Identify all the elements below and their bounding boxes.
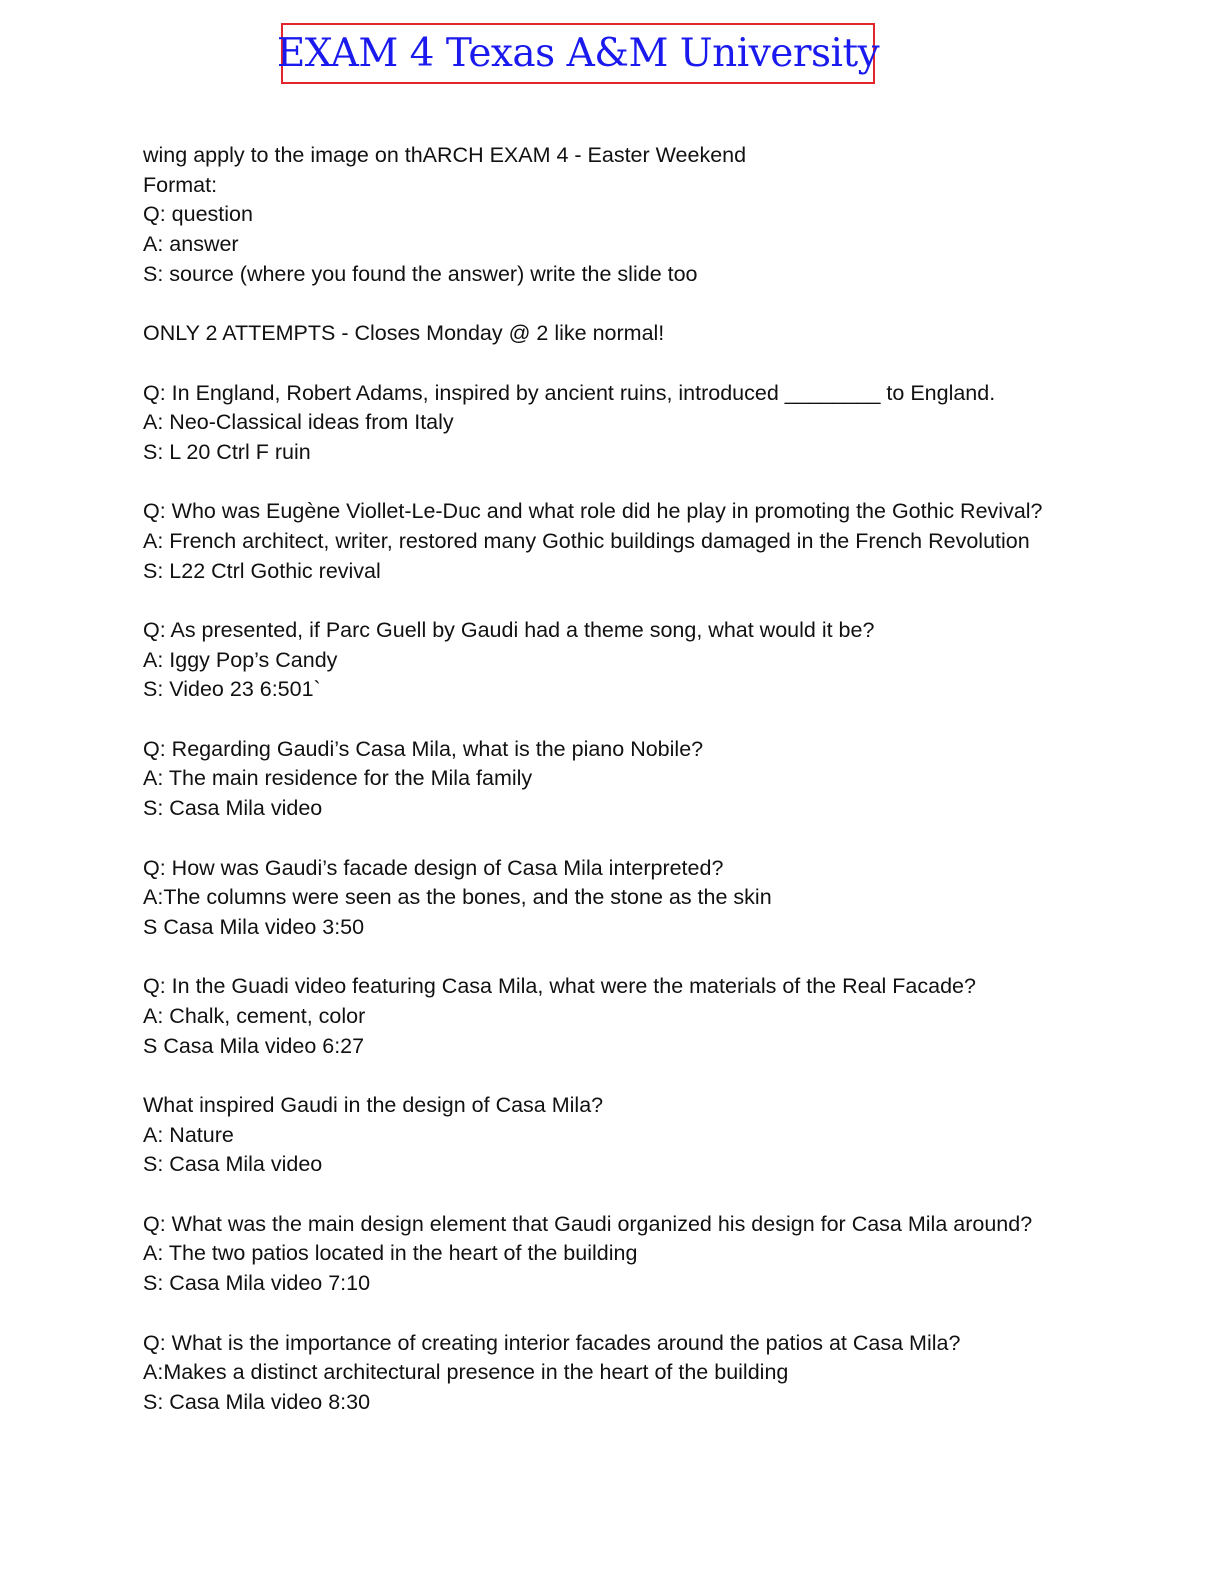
qa-block: [143, 854, 1143, 973]
qa-block: [143, 1210, 1143, 1329]
answer-text: A: Nature: [143, 1122, 234, 1147]
spacer: [143, 824, 1143, 854]
answer-text: A: The two patios located in the heart of the building: [143, 1241, 638, 1266]
qa-block: [143, 497, 1143, 616]
intro-line: S: source (where you found the answer) write the slide too: [143, 261, 698, 286]
spacer: [143, 943, 1143, 973]
spacer: [143, 468, 1143, 498]
spacer: [143, 289, 1143, 319]
question-text: Q: In the Guadi video featuring Casa Mila, what were the materials of the Real Facade?: [143, 974, 976, 999]
answer-text: A: French architect, writer, restored many Gothic buildings damaged in the French Revolution: [143, 528, 1030, 553]
attempts-notice: ONLY 2 ATTEMPTS - Closes Monday @ 2 like normal!: [143, 321, 665, 346]
intro-line: wing apply to the image on thARCH EXAM 4 - Easter Weekend: [143, 143, 747, 167]
spacer: [143, 1299, 1143, 1329]
answer-text: A: Iggy Pop’s Candy: [143, 647, 338, 672]
source-text: S: Casa Mila video 7:10: [143, 1271, 371, 1296]
qa-block: [143, 735, 1143, 854]
intro-line: A: answer: [143, 232, 239, 257]
source-text: S: Casa Mila video: [143, 1152, 323, 1177]
answer-text: A: The main residence for the Mila family: [143, 766, 533, 791]
spacer: [143, 1061, 1143, 1091]
intro-line: Q: question: [143, 202, 253, 227]
question-text: What inspired Gaudi in the design of Casa Mila?: [143, 1093, 604, 1117]
question-text: Q: In England, Robert Adams, inspired by ancient ruins, introduced ________ to England.: [143, 380, 996, 405]
spacer: [143, 349, 1143, 379]
source-text: S: Casa Mila video: [143, 796, 323, 821]
answer-text: A: Neo-Classical ideas from Italy: [143, 410, 454, 435]
question-text: Q: What was the main design element that Gaudi organized his design for Casa Mila around?: [143, 1211, 1033, 1236]
qa-block: [143, 972, 1143, 1091]
spacer: [143, 1180, 1143, 1210]
document-title: EXAM 4 Texas A&M University: [276, 31, 880, 76]
document-title-box: [276, 23, 880, 84]
question-text: Q: What is the importance of creating interior facades around the patios at Casa Mila?: [143, 1330, 961, 1355]
spacer: [143, 586, 1143, 616]
document-body: [143, 141, 1143, 1418]
source-text: S Casa Mila video 3:50: [143, 914, 365, 939]
source-text: S: Casa Mila video 8:30: [143, 1389, 371, 1414]
qa-block: [143, 1091, 1143, 1210]
question-text: Q: Who was Eugène Viollet-Le-Duc and what role did he play in promoting the Gothic Revival?: [143, 499, 1043, 524]
source-text: S: Video 23 6:501`: [143, 677, 321, 702]
answer-text: A:Makes a distinct architectural presence in the heart of the building: [143, 1360, 789, 1385]
answer-text: A: Chalk, cement, color: [143, 1003, 366, 1028]
answer-text: A:The columns were seen as the bones, and the stone as the skin: [143, 885, 772, 910]
question-text: Q: How was Gaudi’s facade design of Casa Mila interpreted?: [143, 855, 724, 880]
source-text: S: L22 Ctrl Gothic revival: [143, 558, 381, 583]
intro-line: Format:: [143, 172, 218, 197]
qa-block: [143, 379, 1143, 498]
question-text: Q: As presented, if Parc Guell by Gaudi had a theme song, what would it be?: [143, 618, 875, 642]
source-text: S: L 20 Ctrl F ruin: [143, 439, 311, 464]
question-text: Q: Regarding Gaudi’s Casa Mila, what is the piano Nobile?: [143, 736, 704, 761]
qa-block: [143, 616, 1143, 735]
qa-block: [143, 1329, 1143, 1418]
spacer: [143, 705, 1143, 735]
source-text: S Casa Mila video 6:27: [143, 1033, 365, 1058]
